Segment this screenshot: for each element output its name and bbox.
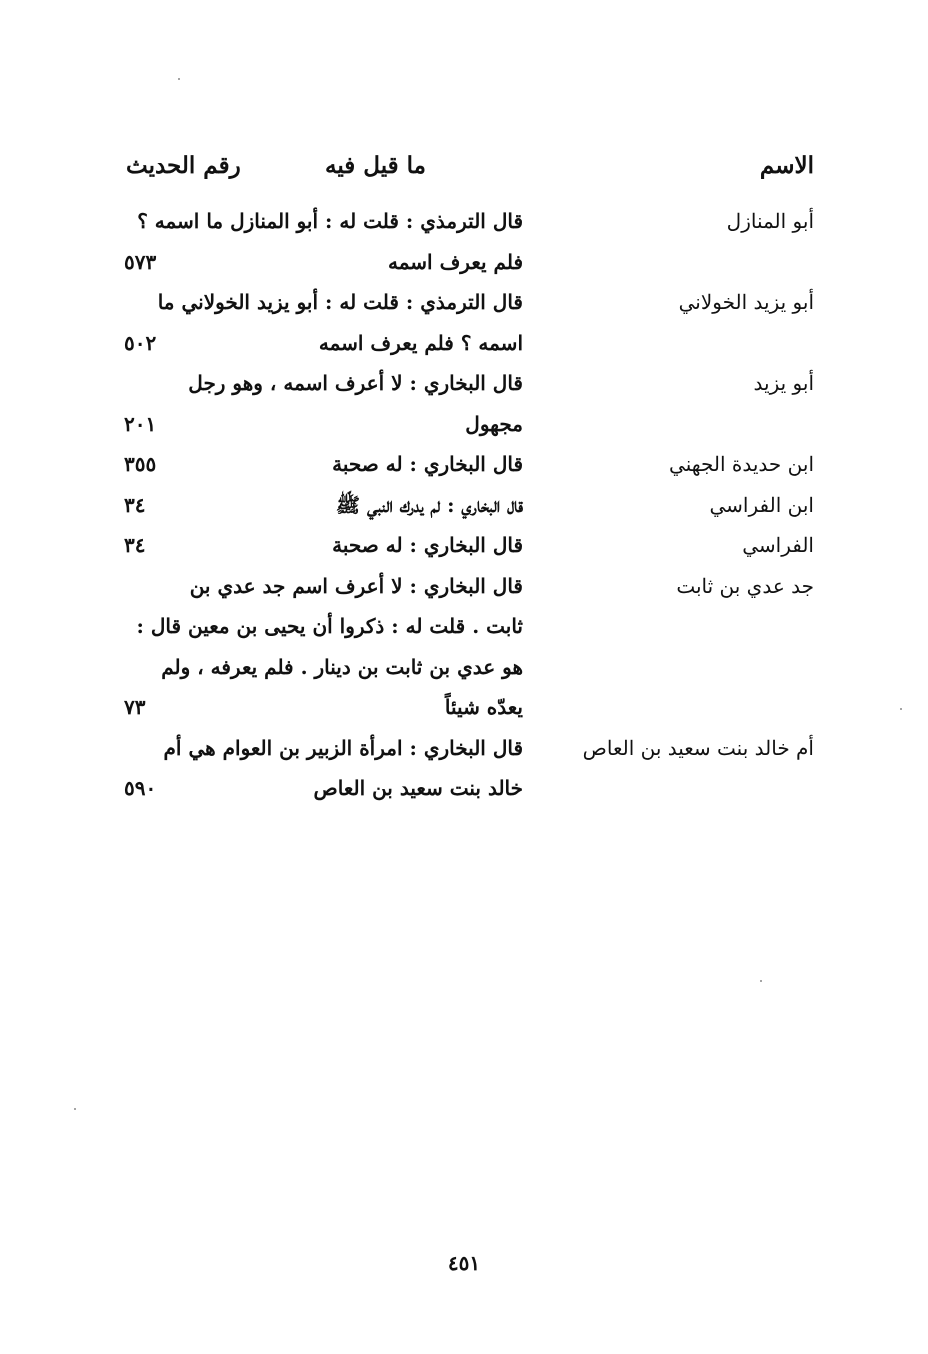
scan-speck bbox=[760, 980, 762, 982]
entry-name: أم خالد بنت سعيد بن العاص bbox=[582, 735, 814, 760]
entry-number: ٥٧٣ bbox=[124, 249, 157, 274]
entry-name: جد عدي بن ثابت bbox=[676, 573, 814, 598]
entry-said-line: خالد بنت سعيد بن العاص bbox=[313, 776, 523, 800]
entry-name: أبو يزيد bbox=[753, 371, 814, 395]
page-number: ٤٥١ bbox=[447, 1251, 481, 1275]
entry-said-line: قال البخاري : لا أعرف اسمه ، وهو رجل bbox=[188, 371, 523, 395]
scan-speck bbox=[178, 78, 180, 80]
entry-said-line: قال الترمذي : قلت له : أبو يزيد الخولاني ما bbox=[157, 290, 523, 314]
scan-speck bbox=[74, 1108, 76, 1110]
entry-said-line: مجهول bbox=[465, 411, 523, 436]
entry-name: الفراسي bbox=[742, 533, 814, 557]
scan-speck bbox=[900, 708, 902, 710]
entry-number: ٣٤ bbox=[124, 533, 146, 557]
entry-name: أبو المنازل bbox=[726, 209, 814, 233]
entry-name: ابن حديدة الجهني bbox=[669, 452, 814, 476]
entry-said-line: قال البخاري : له صحبة bbox=[332, 452, 523, 476]
header-number: رقم الحديث bbox=[126, 152, 241, 179]
header-name: الاسم bbox=[759, 152, 814, 179]
entry-said-line: يعدّه شيئاً bbox=[444, 695, 523, 719]
entry-number: ٣٤ bbox=[124, 492, 146, 517]
entry-said-line: قال البخاري : لم يدرك النبي ﷺ bbox=[335, 492, 523, 517]
entry-said-line: قال البخاري : امرأة الزبير بن العوام هي أم bbox=[163, 735, 523, 760]
entry-number: ٧٣ bbox=[124, 695, 146, 719]
entry-number: ٥٠٢ bbox=[124, 330, 157, 355]
entry-said-line: اسمه ؟ فلم يعرف اسمه bbox=[318, 330, 523, 355]
entry-said-line: فلم يعرف اسمه bbox=[388, 249, 523, 274]
header-said: ما قيل فيه bbox=[325, 152, 426, 179]
entry-said-line: قال البخاري : لا أعرف اسم جد عدي بن bbox=[189, 573, 523, 598]
entry-number: ٥٩٠ bbox=[124, 776, 157, 800]
entry-said-line: هو عدي بن ثابت بن دينار . فلم يعرفه ، ولم bbox=[161, 654, 523, 679]
entry-number: ٢٠١ bbox=[124, 411, 157, 436]
entry-name: أبو يزيد الخولاني bbox=[678, 290, 814, 314]
entry-name: ابن الفراسي bbox=[709, 492, 814, 517]
entry-said-line: قال البخاري : له صحبة bbox=[332, 533, 523, 557]
entry-said-line: ثابت . قلت له : ذكروا أن يحيى بن معين قال : bbox=[136, 614, 523, 638]
entry-said-line: قال الترمذي : قلت له : أبو المنازل ما اسمه ؟ bbox=[137, 209, 523, 233]
entry-number: ٣٥٥ bbox=[124, 452, 157, 476]
